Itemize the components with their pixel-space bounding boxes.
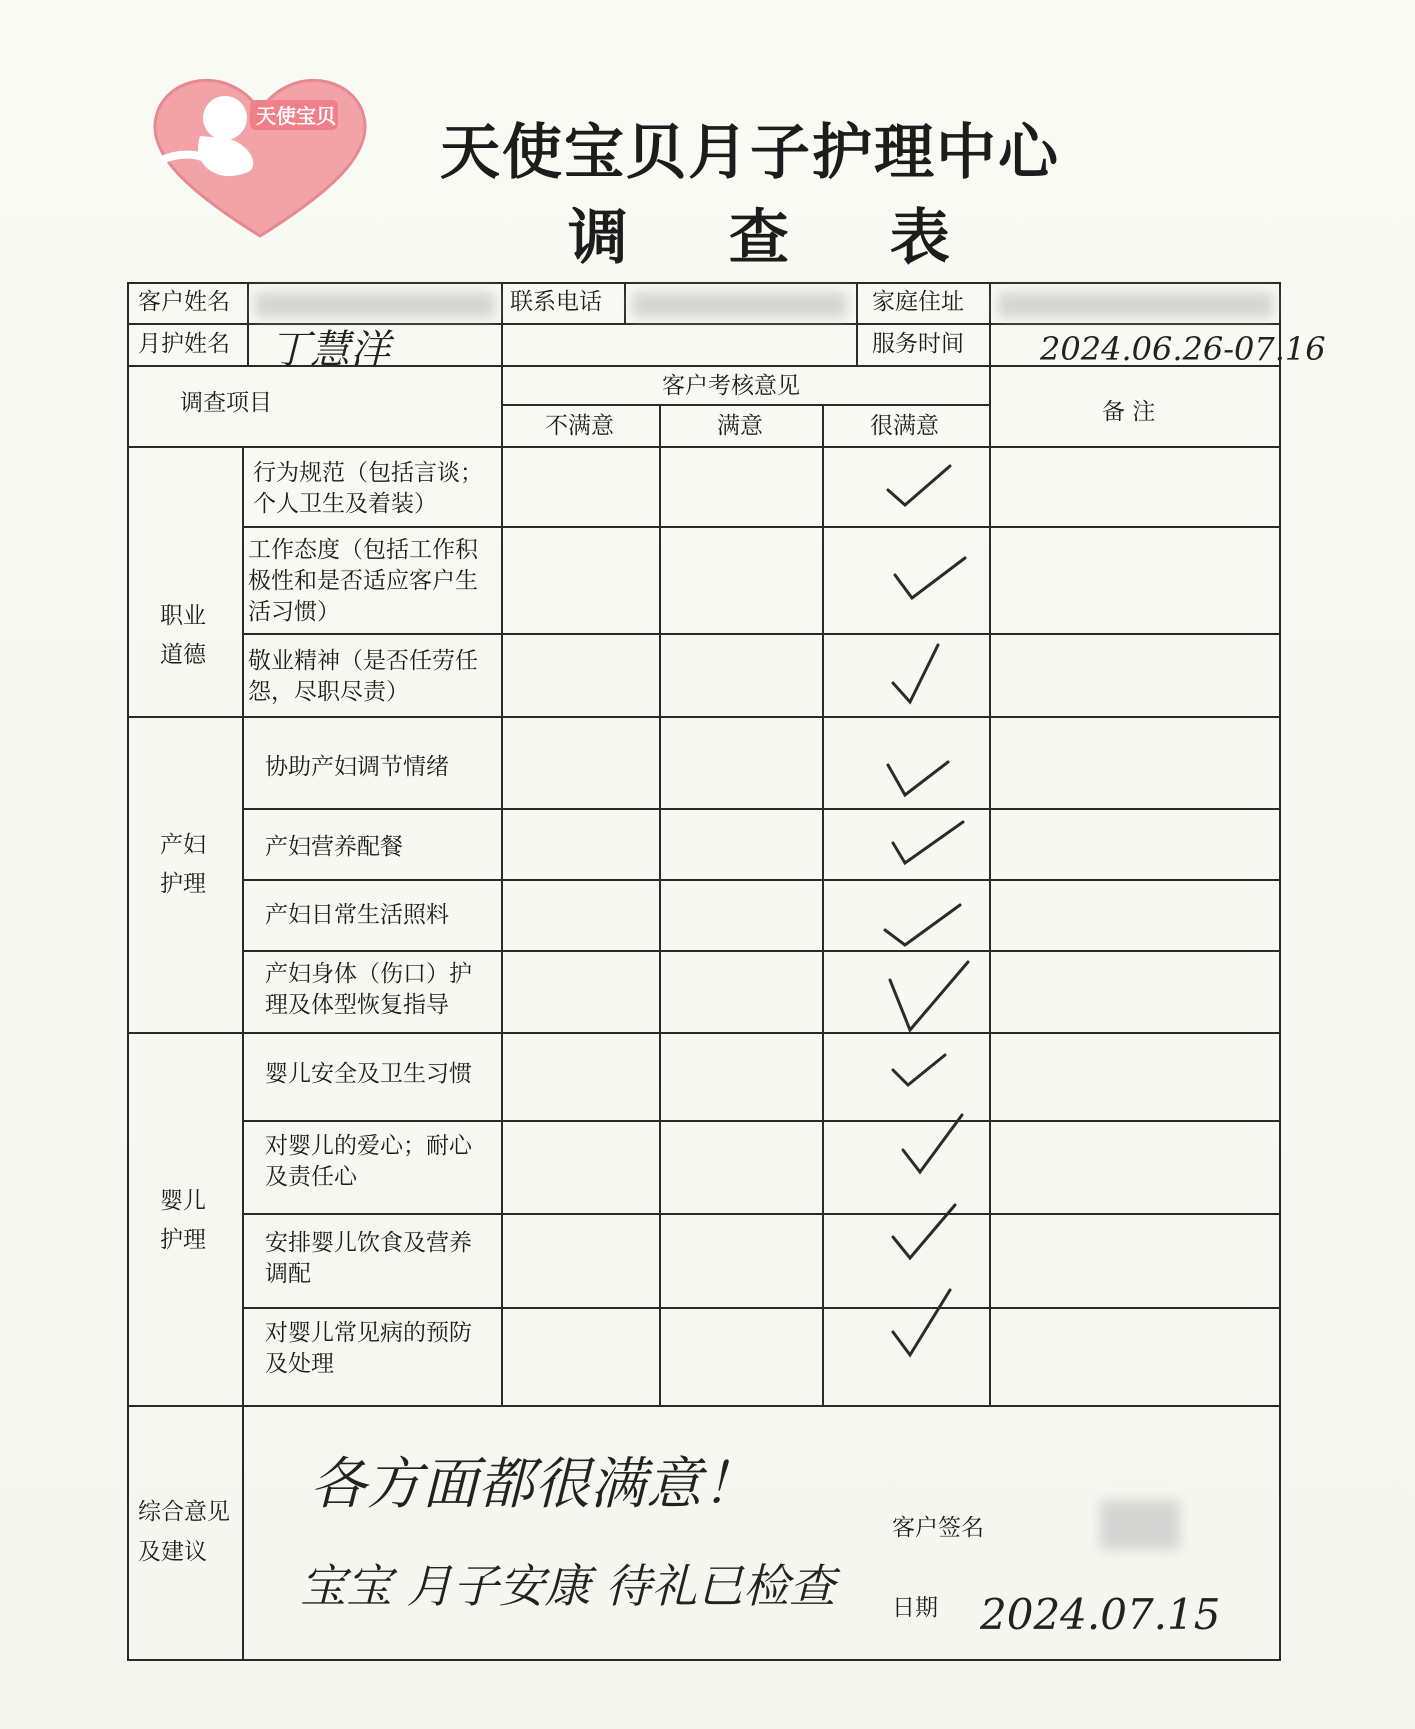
date-label: 日期 [892, 1595, 938, 1621]
item-text: 及处理 [265, 1351, 334, 1377]
section-label: 产妇 [160, 832, 206, 858]
item-text: 极性和是否适应客户生 [248, 568, 478, 594]
check-mark-icon [893, 1290, 950, 1355]
item-text: 对婴儿常见病的预防 [265, 1320, 472, 1346]
item-text: 婴儿安全及卫生习惯 [265, 1061, 472, 1087]
check-mark-icon [888, 466, 950, 505]
item-text: 产妇身体（伤口）护 [265, 961, 472, 987]
signature-label: 客户签名 [892, 1515, 984, 1541]
org-title: 天使宝贝月子护理中心 [440, 118, 1060, 188]
col-unsatisfied-header: 不满意 [545, 413, 614, 439]
opinion-group-header: 客户考核意见 [662, 373, 800, 399]
summary-label: 综合意见 [138, 1499, 230, 1525]
item-text: 调配 [265, 1261, 311, 1287]
item-text: 行为规范（包括言谈； [253, 460, 483, 486]
nurse-name-value: 丁慧洋 [270, 327, 390, 373]
item-text: 产妇营养配餐 [265, 834, 403, 860]
item-text: 及责任心 [265, 1164, 357, 1190]
service-time-value: 2024.06.26-07.16 [1040, 330, 1326, 368]
col-very-satisfied-header: 很满意 [870, 413, 939, 439]
item-text: 安排婴儿饮食及营养 [265, 1230, 472, 1256]
item-text: 活习惯） [248, 599, 340, 625]
phone-label: 联系电话 [510, 289, 602, 315]
survey-item-header: 调查项目 [180, 390, 272, 416]
item-text: 对婴儿的爱心；耐心 [265, 1133, 472, 1159]
item-text: 协助产妇调节情绪 [265, 754, 449, 780]
remarks-header: 备 注 [1102, 399, 1156, 425]
check-mark-icon [890, 962, 968, 1030]
item-text: 敬业精神（是否任劳任 [248, 648, 478, 674]
check-mark-icon [893, 645, 938, 702]
check-mark-icon [893, 822, 963, 863]
section-label: 护理 [160, 871, 206, 897]
form-title: 调 查 表 [568, 203, 990, 273]
check-mark-icon [903, 1115, 962, 1172]
service-time-label: 服务时间 [872, 331, 964, 357]
col-satisfied-header: 满意 [717, 413, 763, 439]
check-mark-icon [893, 1205, 955, 1258]
summary-comment-line2: 宝宝 月子安康 待礼已检查 [300, 1559, 836, 1613]
section-label: 道德 [160, 642, 206, 668]
item-text: 理及体型恢复指导 [265, 992, 449, 1018]
check-mark-icon [885, 905, 960, 945]
summary-comment-line1: 各方面都很满意！ [310, 1452, 758, 1517]
item-text: 怨，尽职尽责） [248, 679, 409, 705]
section-label: 职业 [160, 603, 206, 629]
item-text: 工作态度（包括工作积 [248, 537, 478, 563]
item-text: 产妇日常生活照料 [265, 902, 449, 928]
section-label: 护理 [160, 1227, 206, 1253]
nurse-name-label: 月护姓名 [138, 331, 230, 357]
date-value: 2024.07.15 [980, 1590, 1221, 1639]
section-label: 婴儿 [160, 1188, 206, 1214]
customer-name-label: 客户姓名 [138, 289, 230, 315]
redacted-signature [1100, 1500, 1180, 1550]
address-label: 家庭住址 [872, 289, 964, 315]
check-mark-icon [893, 1055, 945, 1085]
check-mark-icon [888, 762, 948, 795]
logo-text: 天使宝贝 [256, 104, 336, 128]
item-text: 个人卫生及着装） [253, 491, 437, 517]
check-mark-icon [895, 558, 965, 598]
summary-label: 及建议 [138, 1539, 207, 1565]
